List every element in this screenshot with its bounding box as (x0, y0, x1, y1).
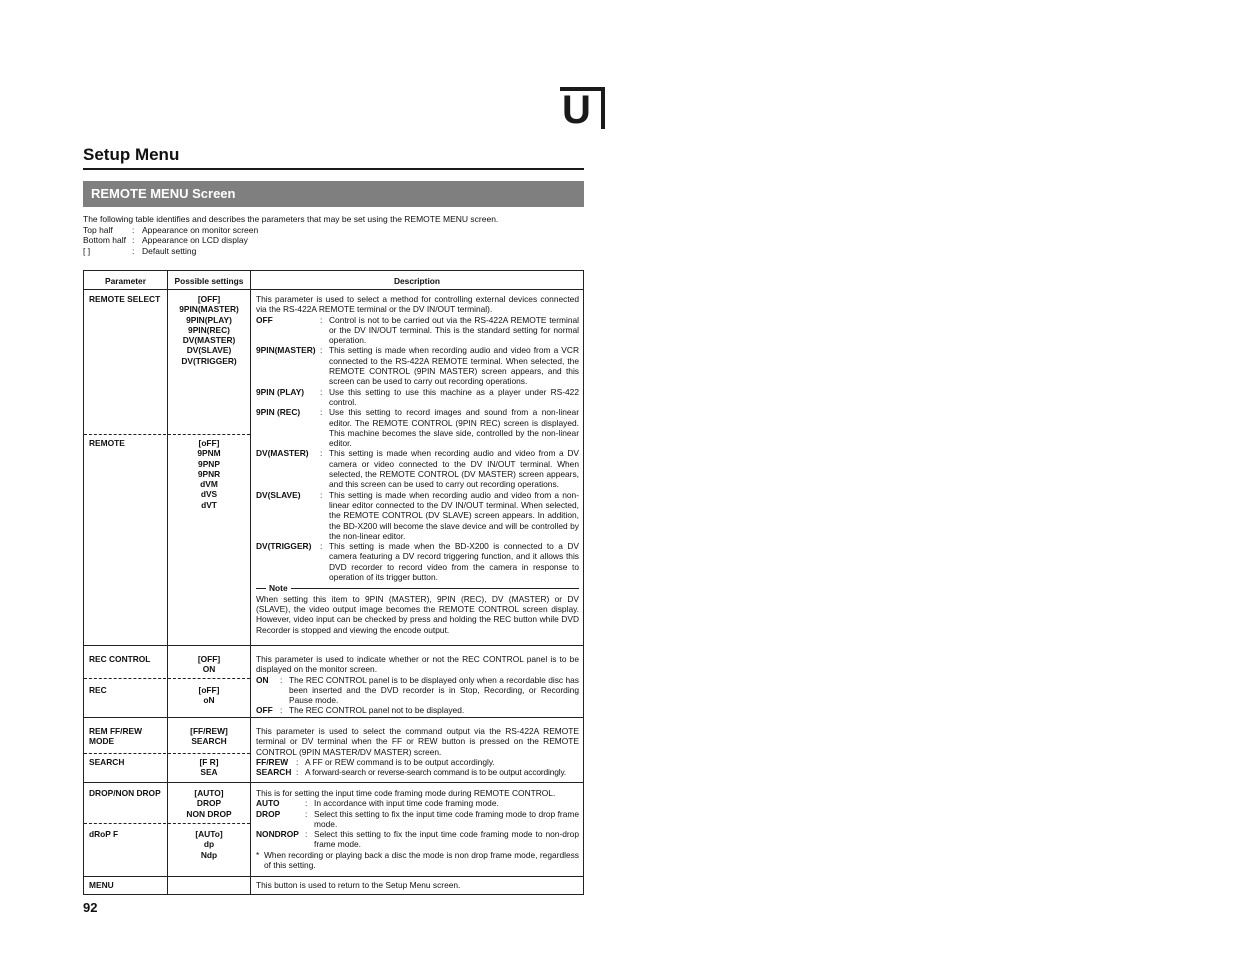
item-sep: : (320, 489, 323, 500)
setting-value: [oFF] (198, 438, 220, 448)
half-divider (84, 678, 250, 679)
desc-intro: This parameter is used to select a method for controlling external devices connected via the RS-422A REMOTE terminal or the DV IN/OUT terminal). (256, 294, 579, 315)
param-drop-f: dRoP F (89, 829, 119, 839)
legend-value: Default setting (142, 245, 197, 256)
item-sep: : (320, 314, 323, 325)
desc-item (256, 490, 579, 541)
legend-sep: : (132, 224, 135, 235)
param-remote-select: REMOTE SELECT (89, 294, 161, 304)
legend-row (83, 225, 584, 236)
settings-remote-select (168, 294, 250, 366)
legend-value: Appearance on monitor screen (142, 224, 259, 235)
desc-item (256, 387, 579, 408)
item-label: 9PIN(MASTER) (256, 345, 316, 356)
column-divider (250, 271, 251, 894)
setting-value: dp (203, 839, 215, 850)
item-text: The REC CONTROL panel is to be displayed only when a recordable disc has been inserted and the DVD recorder is in Stop, Recording, or Recording Pause mode. (289, 674, 579, 706)
setting-value: 9PNP (198, 458, 220, 469)
setting-value: Ndp (200, 849, 218, 860)
page-number: 92 (83, 900, 98, 915)
item-text: The REC CONTROL panel not to be displayed. (289, 705, 465, 716)
settings-drop-non-drop (168, 788, 250, 819)
desc-item (256, 767, 579, 777)
item-label: NONDROP (256, 829, 299, 840)
settings-search (168, 757, 250, 778)
item-text: A forward-search or reverse-search command is to be output accordingly. (305, 767, 567, 778)
item-text: This setting is made when recording audio and video from a non-linear editor connected to the DV IN/OUT terminal. When selected, the REMOTE CONTROL (DV SLAVE) screen appears. In addition, the BD-X200 will become the slave device and will be controlled by the non-linear editor. (329, 489, 579, 541)
settings-rec-control (168, 654, 250, 675)
half-divider (84, 823, 250, 824)
item-text: This setting is made when recording audio and video from a VCR connected to the RS-422A REMOTE terminal. When selected, the REMOTE CONTROL (9PIN MASTER) screen appears, and this screen can be used to carry out recording operations. (329, 345, 579, 387)
setting-value: [oFF] (198, 685, 220, 695)
desc-item (256, 829, 579, 850)
desc-intro: This parameter is used to indicate whether or not the REC CONTROL panel is to be displayed on the monitor screen. (256, 654, 579, 675)
legend-row (83, 235, 584, 246)
desc-intro: This is for setting the input time code framing mode during REMOTE CONTROL. (256, 788, 556, 798)
footnote (256, 850, 579, 871)
item-sep: : (320, 386, 323, 397)
item-text: Control is not to be carried out via the RS-422A REMOTE terminal or the DV IN/OUT terminal. This is the standard setting for normal operation. (329, 314, 579, 346)
desc-item (256, 541, 579, 582)
header-parameter: Parameter (105, 276, 146, 286)
item-label: AUTO (256, 798, 280, 809)
item-sep: : (320, 407, 323, 418)
legend-sep: : (132, 235, 135, 245)
intro-block (83, 214, 584, 256)
param-remote: REMOTE (89, 438, 125, 448)
item-sep: : (320, 541, 323, 552)
footnote-mark: * (256, 849, 260, 860)
item-sep: : (305, 829, 308, 840)
settings-table (83, 270, 584, 895)
param-menu: MENU (89, 880, 114, 890)
desc-item (256, 798, 579, 808)
item-label: DROP (256, 808, 281, 819)
setting-value: DROP (196, 798, 222, 809)
item-sep: : (296, 756, 299, 767)
legend-key: Bottom half (83, 235, 126, 245)
param-rem-ff-rew: REM FF/REW MODE (89, 726, 143, 747)
param-search: SEARCH (89, 757, 125, 767)
item-text: A FF or REW command is to be output accordingly. (305, 756, 495, 767)
item-label: 9PIN (REC) (256, 407, 301, 418)
param-drop-non-drop: DROP/NON DROP (89, 788, 161, 798)
item-label: OFF (256, 705, 273, 716)
item-label: ON (256, 674, 269, 685)
legend-row (83, 246, 584, 257)
item-text: Use this setting to use this machine as a player under RS-422 control. (329, 386, 579, 407)
note-label: Note (269, 583, 288, 594)
legend-sep: : (132, 245, 135, 256)
header-settings: Possible settings (174, 276, 244, 286)
setting-value: 9PNR (197, 468, 221, 479)
section-tab-glyph: U (562, 88, 591, 132)
setting-value: [OFF] (197, 294, 221, 304)
param-rec-control: REC CONTROL (89, 654, 151, 664)
title-rule (83, 168, 584, 170)
item-text: In accordance with input time code framing mode. (314, 798, 499, 809)
desc-item (256, 407, 579, 448)
item-sep: : (296, 767, 299, 778)
half-divider (84, 434, 250, 435)
item-text: Use this setting to record images and sound from a non-linear editor. The REMOTE CONTROL (9PIN REC) screen is displayed. This machine becomes the slave side, controlled by the non-linear editor. (329, 407, 579, 449)
setting-value: [AUTO] (194, 788, 224, 798)
desc-remote-select (256, 294, 579, 635)
item-label: DV(SLAVE) (256, 489, 301, 500)
item-text: Select this setting to fix the input time code framing mode to drop frame mode. (314, 808, 579, 829)
param-rec: REC (89, 685, 107, 695)
item-sep: : (280, 705, 283, 716)
page-title: Setup Menu (83, 145, 180, 164)
setting-value: dVM (200, 479, 218, 490)
intro-text: The following table identifies and describes the parameters that may be set using the REMOTE MENU screen. (83, 214, 499, 224)
item-label: DV(TRIGGER) (256, 541, 312, 552)
header-description: Description (393, 276, 441, 286)
setting-value: [F R] (199, 757, 219, 767)
setting-value: SEARCH (191, 736, 227, 747)
setting-value: 9PIN(MASTER) (179, 304, 239, 315)
item-label: SEARCH (256, 767, 292, 778)
setting-value: 9PIN(REC) (188, 324, 230, 335)
section-heading: REMOTE MENU Screen (91, 186, 236, 201)
setting-value: [AUTo] (195, 829, 223, 839)
legend-value: Appearance on LCD display (142, 235, 248, 245)
row-divider (84, 782, 583, 783)
desc-rec-control (256, 654, 579, 716)
item-sep: : (320, 345, 323, 356)
item-text: This setting is made when recording audio and video from a DV camera or video connected to the DV IN/OUT terminal. When selected, the REMOTE CONTROL (DV MASTER) screen appears, and this screen can be used to carry out recording operations. (329, 448, 579, 490)
settings-rec (168, 685, 250, 706)
settings-remote (168, 438, 250, 510)
header-divider (84, 289, 583, 290)
item-label: FF/REW (256, 756, 289, 767)
desc-item (256, 675, 579, 706)
footnote-text: When recording or playing back a disc the mode is non drop frame mode, regardless of this setting. (264, 849, 579, 871)
desc-drop-non-drop (256, 788, 579, 870)
desc-item (256, 705, 579, 715)
setting-value: ON (202, 664, 216, 675)
item-text: This setting is made when the BD-X200 is connected to a DV camera featuring a DV record triggering function, and it allows this DVD recorder to record video from the camera in response to operation of its trigger button. (329, 541, 579, 583)
setting-value: dVS (200, 489, 218, 500)
settings-drop-f (168, 829, 250, 860)
desc-menu: This button is used to return to the Setup Menu screen. (256, 880, 461, 890)
row-divider (84, 876, 583, 877)
setting-value: DV(TRIGGER) (181, 355, 237, 366)
setting-value: dVT (201, 499, 217, 510)
settings-rem-ff-rew (168, 726, 250, 747)
note-heading (256, 583, 579, 593)
desc-intro: This parameter is used to select the command output via the RS-422A REMOTE terminal or DV terminal when the FF or REW button is pressed on the REMOTE CONTROL (9PIN MASTER/DV MASTER) screen. (256, 726, 579, 757)
desc-item (256, 448, 579, 489)
item-label: OFF (256, 314, 273, 325)
legend-key: Top half (83, 224, 113, 235)
setting-value: 9PNM (197, 448, 221, 459)
half-divider (84, 753, 250, 754)
item-label: 9PIN (PLAY) (256, 386, 305, 397)
setting-value: [OFF] (197, 654, 221, 664)
row-divider (84, 717, 583, 718)
desc-item (256, 809, 579, 830)
desc-item (256, 757, 579, 767)
setting-value: DV(MASTER) (182, 335, 236, 346)
item-sep: : (305, 808, 308, 819)
setting-value: 9PIN(PLAY) (186, 314, 232, 325)
desc-rem-ff-rew (256, 726, 579, 777)
item-label: DV(MASTER) (256, 448, 309, 459)
setting-value: DV(SLAVE) (186, 345, 232, 356)
item-text: Select this setting to fix the input time code framing mode to non-drop frame mode. (314, 829, 579, 850)
row-divider (84, 645, 583, 646)
item-sep: : (320, 448, 323, 459)
desc-item (256, 345, 579, 386)
setting-value: NON DROP (186, 808, 232, 819)
item-sep: : (305, 798, 308, 809)
section-tab-letter (560, 87, 605, 131)
note-text: When setting this item to 9PIN (MASTER), 9PIN (REC), DV (MASTER) or DV (SLAVE), the video output image becomes the REMOTE CONTROL screen display. However, video input can be checked by press and holding the REC button while DVD Recorder is stopped and viewing the encode output. (256, 593, 579, 635)
section-heading-band (83, 181, 584, 207)
setting-value: oN (203, 695, 215, 706)
setting-value: [FF/REW] (190, 726, 228, 736)
desc-item (256, 315, 579, 346)
setting-value: SEA (200, 767, 218, 778)
item-sep: : (280, 674, 283, 685)
legend-key: [ ] (83, 245, 91, 256)
